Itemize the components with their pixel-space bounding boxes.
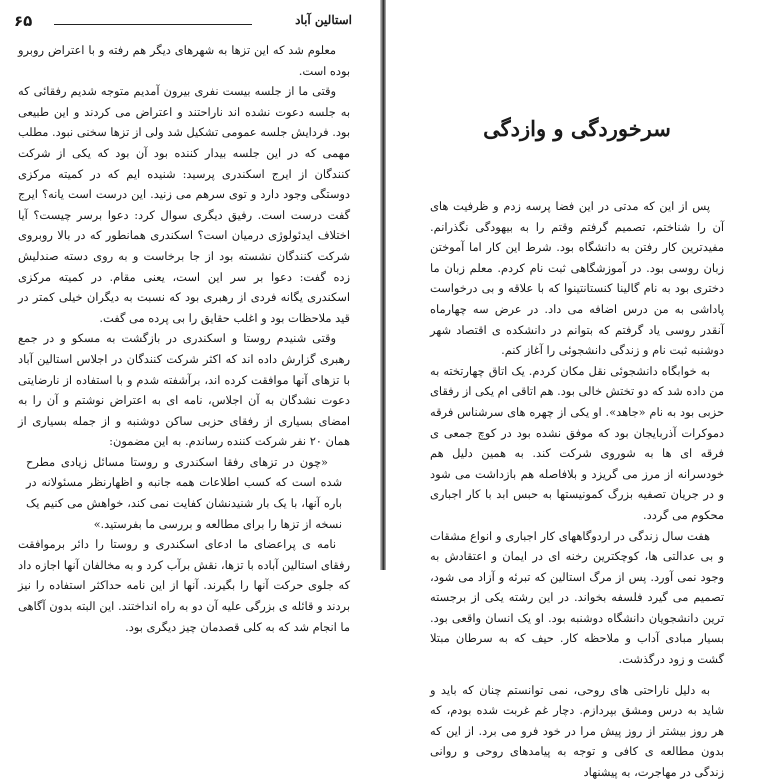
paragraph: نامه ی پراعضای ما ادعای اسکندری و روستا را دائر برموافقت رفقای استالین آباده با تزها، نقش برآب کرد و به مخالفان آنها اجازه داد که جلوی حرکت آنها را بگیرند. آنها از این نامه حداکثر استفاده را نیز بردند و قائله ی بزرگی علیه آن دو به راه انداختند. این البته بدون آگاهی ما انجام شد که به کلی قصدمان چیز دیگری بود. xyxy=(18,537,350,634)
right-page-body xyxy=(430,196,724,783)
page-header xyxy=(14,12,352,38)
running-title: استالین آباد xyxy=(295,13,352,27)
left-page-body xyxy=(18,40,350,637)
paragraph: وقتی شنیدم روستا و اسکندری در بازگشت به مسکو و در جمع رهبری گزارش داده اند که اکثر شرکت کنندگان در اجلاس استالین آباد با تزهای آنها موافقت کرده اند، برآشفته شدم و با استفاده از نارضایتی دعوت نشدگان به آن اجلاس، نامه ای به اعتراض نوشتم و آن را به امضای بسیاری از رفقای حزبی ساکن دوشنبه و از جمله بسیاری از همان ۲۰ نفر شرکت کننده رساندم. به این مضمون: xyxy=(18,331,350,449)
chapter-title: سرخوردگی و وازدگی xyxy=(483,116,671,141)
right-page xyxy=(386,0,768,780)
paragraph: معلوم شد که این تزها به شهرهای دیگر هم رفته و با اعتراض روبرو بوده است. xyxy=(18,43,350,78)
quoted-letter: «چون در تزهای رفقا اسکندری و روستا مسائل زیادی مطرح شده است که کسب اطلاعات همه جانبه و اظهارنظر مسئولانه در باره آنها، با یک بار شنیدنشان کفایت نمی کند، خواهش می کنیم یک نسخه از تزها را برای مطالعه و بررسی ما بفرستید.» xyxy=(26,454,342,531)
page-number: ۶۵ xyxy=(14,12,33,30)
paragraph: وقتی ما از جلسه بیست نفری بیرون آمدیم متوجه شدیم رفقائی که به جلسه دعوت نشده اند ناراحتند و اعتراض می کردند و این طبیعی بود. فردایش جلسه عمومی تشکیل شد ولی از تزها سخنی نبود. مطلب مهمی که در این جلسه بیدار کننده بود آن بود که یکی از شرکت کنندگان از ایرج اسکندری پرسید: شنیده ایم که در کمیته مرکزی دوستگی وجود دارد و توی سرهم می زنید. این درست است یانه؟ ایرج گفت درست است. رفیق دیگری سوال کرد: دعوا برسر چیست؟ آیا اختلاف ایدئولوژی درمیان است؟ اسکندری همانطور که در بالا روبروی شرکت کنندگان نشسته بود از جا برخاست و به روی دسته صندلیش زده گفت: دعوا بر سر این است، یعنی مقام. در کمیته مرکزی اسکندری یگانه فردی از رهبری بود که نسبت به دیگران خیلی کمتر در قید ملاحظات بود و اغلب حقایق را بی پرده می گفت. xyxy=(18,84,350,325)
paragraph: هفت سال زندگی در اردوگاههای کار اجباری و انواع مشقات و بی عدالتی ها، کوچکترین رخنه ای در ایمان و اعتقادش به وجود نمی آورد. پس از مرگ استالین که تبرئه و آزاد می شود، تصمیم می گیرد فلسفه بخواند. در این رشته یکی از برجسته ترین دانشجویان دانشگاه دوشنبه بود. او یک انسان واقعی بود. بسیار مبادی آداب و ملاحظه کار. حیف که به سرطان مبتلا گشت و زود درگذشت. xyxy=(430,528,724,667)
paragraph: به دلیل ناراحتی های روحی، نمی توانستم چنان که باید و شاید به درس ومشق بپردازم. دچار غم غربت شده بودم، که هر روز بیشتر از روز پیش مرا در خود فرو می برد. از این که بدون مطالعه ی کافی و توجه به پیامدهای روحی و روانی زندگی در مهاجرت، به پیشنهاد xyxy=(430,682,724,780)
left-page xyxy=(0,0,380,634)
paragraph: به خوابگاه دانشجوئی نقل مکان کردم. یک اتاق چهارتخته به من داده شد که دو تختش خالی بود. هم اتاقی ام یکی از رفقای حزبی بود به نام «جاهد». او یکی از چهره های سرشناس فرقه دموکرات آذربایجان بود که موفق نشده بود در کوچ جمعی ی فرقه ای ها به شوروی شرکت کند. به همین دلیل هم خودسرانه از مرز می گریزد و بلافاصله هم بازداشت می شود و در جریان تصفیه بزرگ کمونیستها به حبس ابد با کار اجباری محکوم می گردد. xyxy=(430,363,724,522)
header-rule xyxy=(54,24,252,25)
paragraph: پس از این که مدتی در این فضا پرسه زدم و ظرفیت های آن را شناختم، تصمیم گرفتم وقتم را به بیهودگی نگذرانم. مفیدترین کار رفتن به دانشگاه بود. شرط این کار اما آموختن زبان روسی بود. در آموزشگاهی ثبت نام کردم. معلم زبان ما دختری بود به نام گالینا کنستانتینوا که با علاقه و بی درخواست پاداشی به من درس اضافه می داد. در عرض سه چهارماه آنقدر روسی یاد گرفتم که بتوانم در دانشکده ی اقتصاد شهر دوشنبه ثبت نام و زندگی دانشجوئی را آغاز کنم. xyxy=(430,199,724,358)
